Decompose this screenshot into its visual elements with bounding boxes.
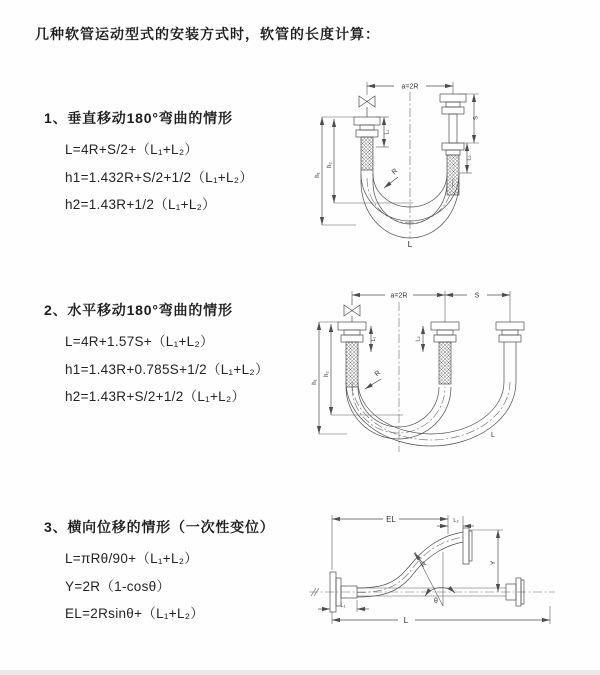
dim-label-h1: h₁ [312,379,318,385]
dim-h1 [312,322,347,434]
dim-label-y: Y [490,560,497,566]
dim-label-l1: L₁ [384,129,391,135]
dim-l1 [318,600,369,612]
dim-y [469,530,503,592]
left-fitting [338,322,366,387]
scan-edge [0,670,600,675]
radius-leader [365,370,382,389]
section-3-heading: 3、横向位移的情形（一次性变位） [44,519,275,535]
dim-s [457,94,480,143]
upper-flange [463,528,472,564]
left-fitting [354,117,380,182]
dim-label-h2: h₂ [327,162,333,168]
dim-label-l: L [407,239,413,249]
dim-label-l1: L₁ [340,603,346,609]
formula-h1: h1=1.432R+S/2+1/2（L₁+L₂） [65,169,254,185]
dim-label-l2: L₂ [453,518,459,524]
formula-y: Y=2R（1-cosθ） [65,578,171,594]
formula-l: L=4R+1.57S+（L₁+L₂） [65,334,214,349]
dim-h2 [324,324,403,415]
dim-h1 [315,117,356,225]
formula-h2: h2=1.43R+1/2（L₁+L₂） [65,197,216,212]
dim-label-h2: h₂ [324,371,330,377]
dim-label-a2r: a=2R [401,83,419,91]
section-horizontal-bend [44,300,269,411]
section-2-heading: 2、水平移动180°弯曲的情形 [44,302,233,318]
dim-label-el: EL [386,515,396,524]
dim-label-r: R [390,167,400,177]
dim-l2 [416,326,424,352]
valve-icon [344,299,360,322]
dim-s [445,293,510,300]
formula-h2: h2=1.43R+S/2+1/2（L₁+L₂） [65,389,246,404]
dim-label-l: L [403,615,409,625]
middle-fitting [431,322,459,384]
page-title: 几种软管运动型式的安装方式时，软管的长度计算： [35,26,380,42]
section-1-heading: 1、垂直移动180°弯曲的情形 [44,110,233,126]
formula-l: L=πRθ/90+（L₁+L₂） [65,551,199,566]
diagram-vertical-bend [310,70,520,262]
dim-label-l1: L₁ [371,336,377,342]
dim-label-l2: L₂ [466,155,473,161]
radius-leader [414,553,428,569]
dim-label-theta: θ [434,598,438,605]
section-lateral-displacement [44,517,275,628]
diagram-horizontal-bend [305,282,555,474]
dim-l1 [371,326,377,352]
angle-theta [415,552,455,606]
diagram-lateral-displacement [303,506,563,631]
valve-icon [359,96,375,117]
dim-l2 [459,143,473,173]
dim-label-l: L [491,432,495,439]
dim-label-h1: h₁ [315,172,321,178]
hose-u-bend [346,342,516,446]
dim-a2r [352,293,445,300]
right-fitting [496,322,524,342]
dim-label-a2r: a=2R [390,292,408,300]
formula-h1: h1=1.43R+0.785S+1/2（L₁+L₂） [65,361,269,377]
dim-l2 [437,516,474,528]
section-vertical-bend [44,108,253,219]
dim-label-r: R [419,560,429,570]
radius-leader [384,168,399,188]
hose-s-curve [357,532,463,597]
dim-label-l2: L₂ [415,336,422,342]
dim-el [332,515,448,570]
dim-label-s: S [474,292,480,300]
dim-label-r: R [373,369,383,379]
formula-l: L=4R+S/2+（L₁+L₂） [65,142,199,157]
formula-el: EL=2Rsinθ+（L₁+L₂） [65,606,205,621]
dim-label-s: S [473,115,480,121]
